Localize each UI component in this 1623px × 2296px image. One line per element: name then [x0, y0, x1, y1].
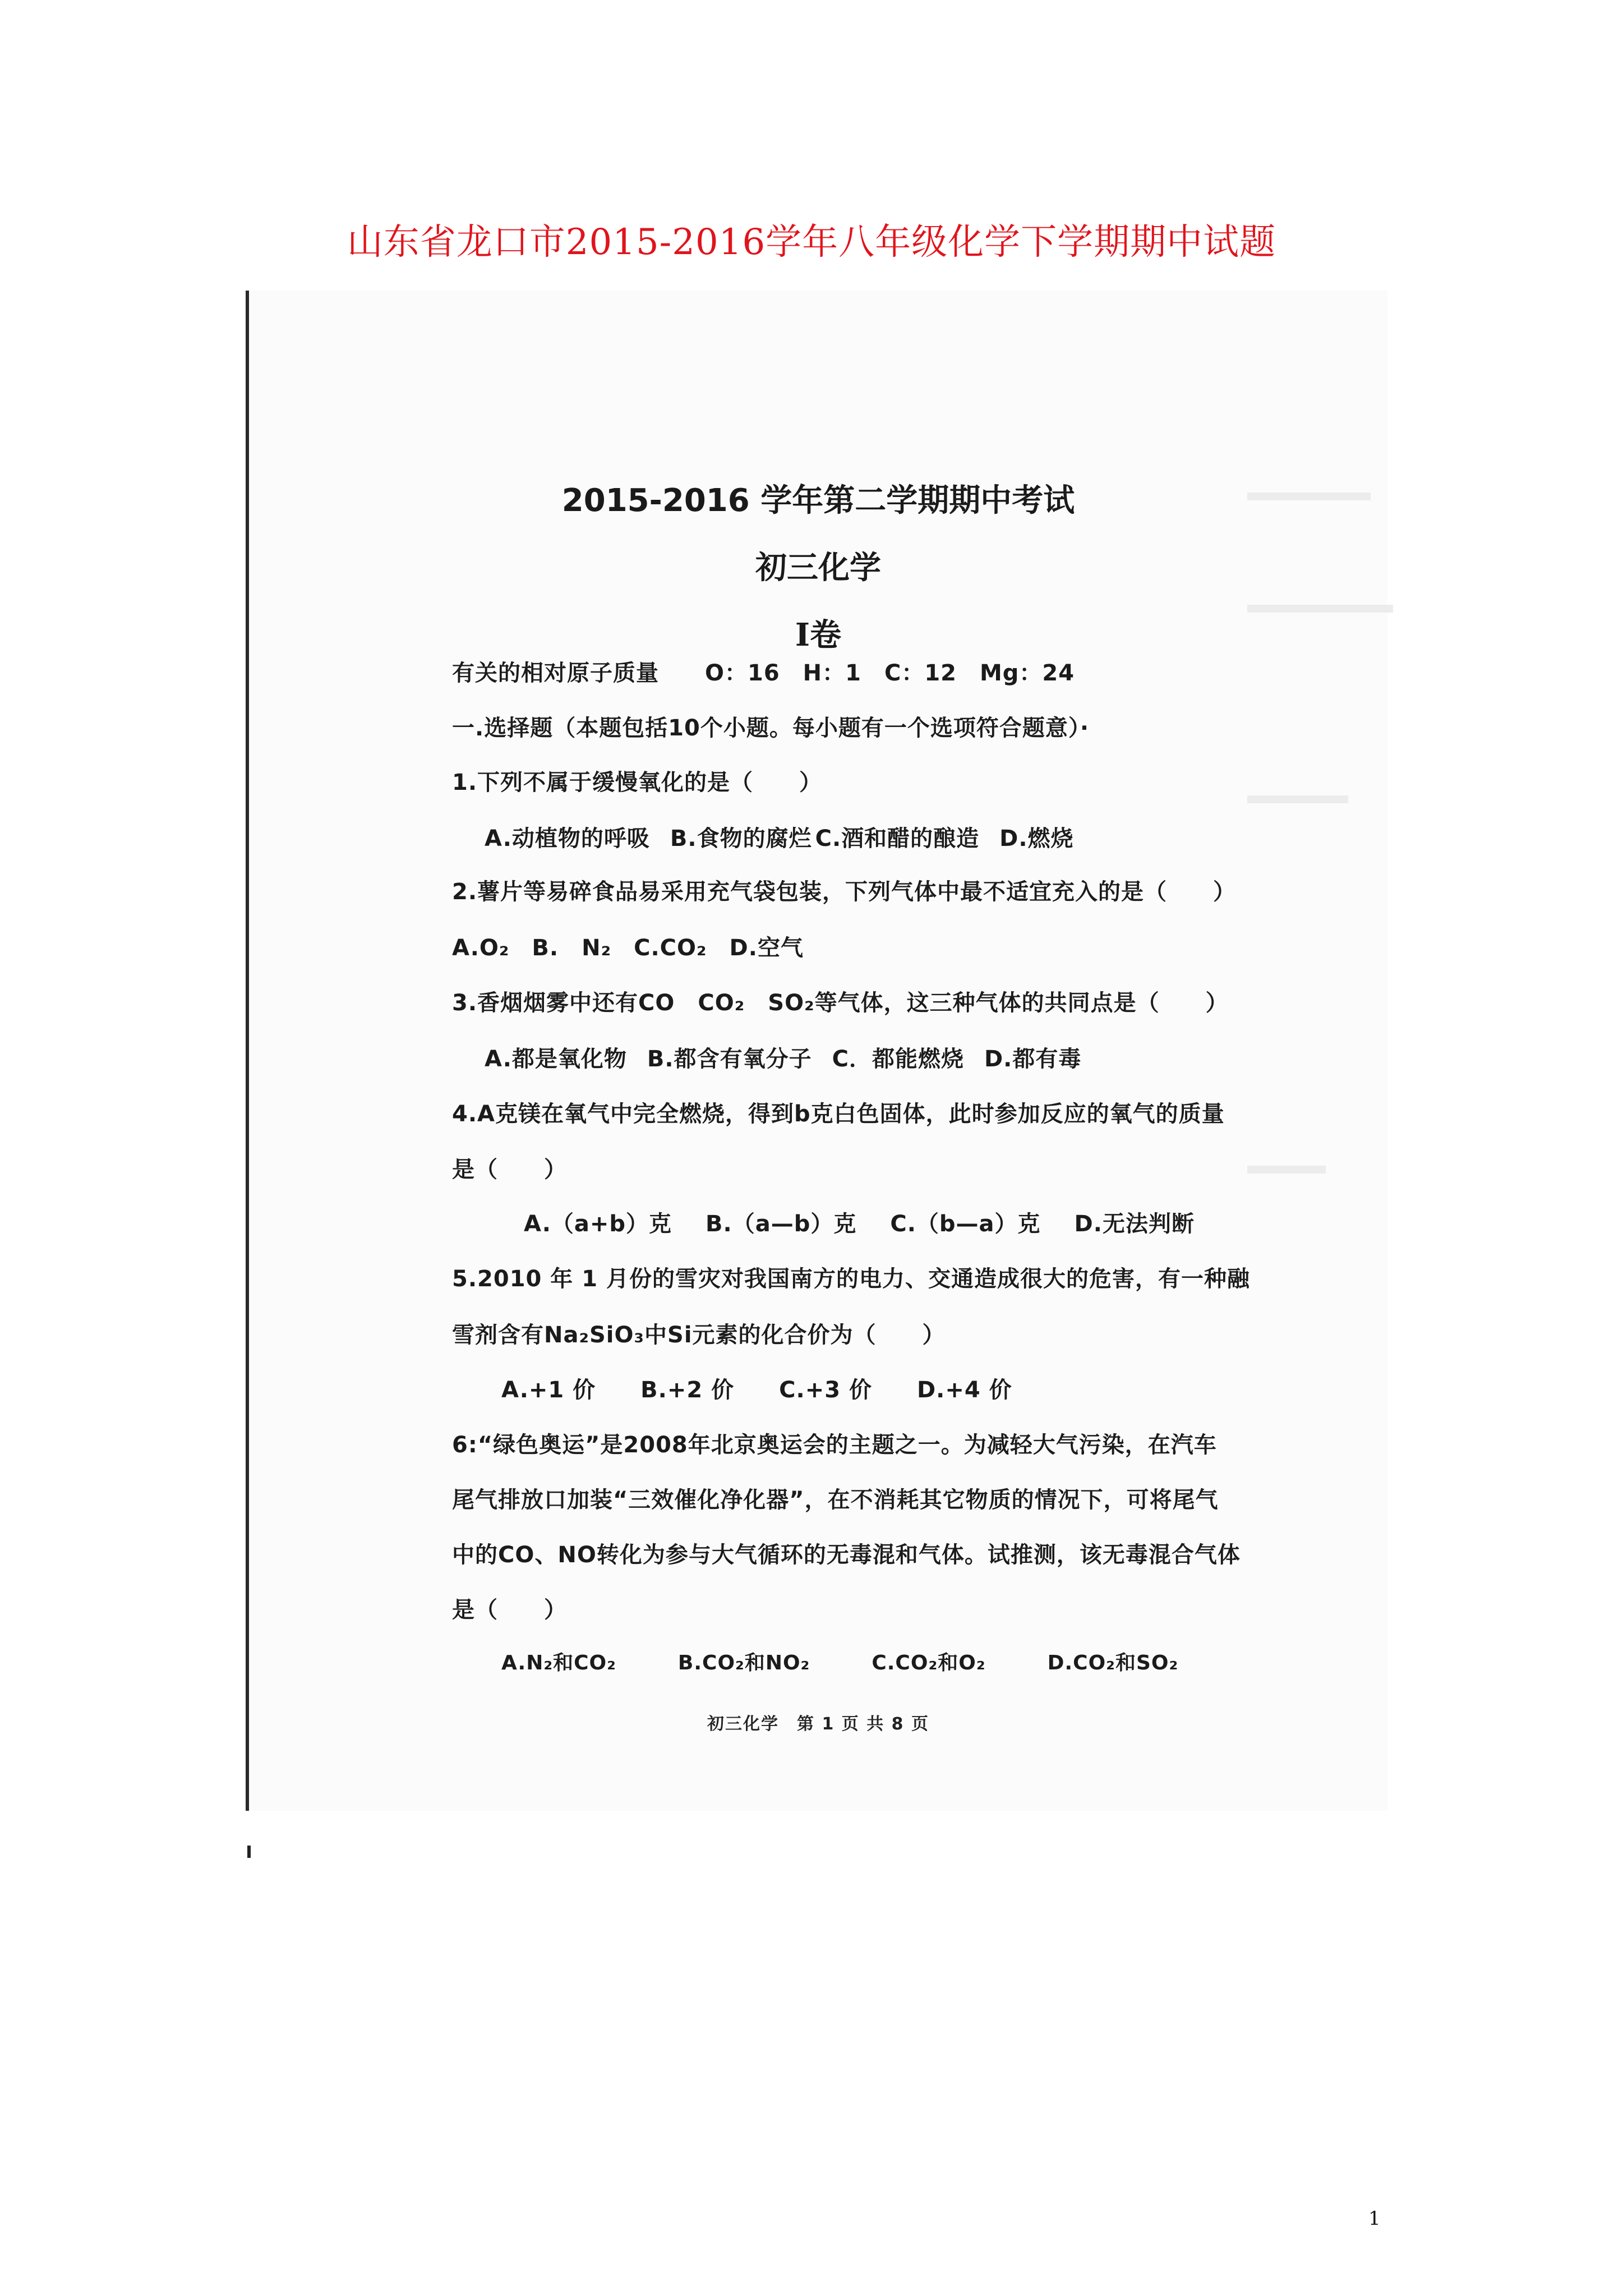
option-d: D.CO₂和SO₂: [1047, 1651, 1179, 1674]
question-2-stem: 2.薯片等易碎食品易采用充气袋包装，下列气体中最不适宜充入的是（ ）: [452, 879, 1237, 905]
option-d: D.空气: [729, 935, 804, 961]
option-b: B.+2 价: [640, 1377, 735, 1403]
question-5-stem-cont: 雪剂含有Na₂SiO₃中Si元素的化合价为（ ）: [452, 1322, 946, 1348]
exam-page-footer: 初三化学 第 1 页 共 8 页: [707, 1714, 929, 1734]
exam-title: 2015-2016 学年第二学期期中考试: [561, 482, 1075, 519]
scanned-exam-page: [246, 291, 1387, 1811]
option-c: C.+3 价: [779, 1377, 872, 1403]
option-a: A.N₂和CO₂: [501, 1651, 616, 1674]
section-heading: 一.选择题（本题包括10个小题。每小题有一个选项符合题意）·: [452, 715, 1090, 741]
question-6-stem-cont: 是（ ）: [452, 1597, 567, 1623]
question-4-stem-cont: 是（ ）: [452, 1157, 567, 1182]
question-6-stem: 6:“绿色奥运”是2008年北京奥运会的主题之一。为减轻大气污染，在汽车: [452, 1432, 1217, 1458]
option-a: A.（a+b）克: [524, 1211, 672, 1237]
option-b: B.食物的腐烂: [670, 826, 812, 852]
scan-edge-mark: [247, 1846, 251, 1858]
option-c: C.CO₂: [634, 935, 707, 961]
option-a: A.都是氧化物: [485, 1046, 627, 1072]
exam-subject: 初三化学: [755, 550, 881, 586]
option-a: A.+1 价: [501, 1377, 596, 1403]
question-5-options: [501, 1372, 1012, 1404]
atomic-masses: 有关的相对原子质量 O：16 H：1 C：12 Mg：24: [452, 660, 1075, 686]
option-c: C．都能燃烧: [832, 1046, 964, 1072]
question-6-options: [501, 1647, 1178, 1676]
option-d: D.无法判断: [1074, 1211, 1195, 1237]
option-d: D.燃烧: [999, 826, 1074, 852]
bleed-through-text: [1247, 1166, 1326, 1174]
option-d: D.+4 价: [916, 1377, 1012, 1403]
exam-volume: Ⅰ卷: [795, 616, 842, 654]
option-c: C.CO₂和O₂: [872, 1651, 986, 1674]
option-c: C.酒和醋的酿造: [815, 826, 980, 852]
option-c: C.（b—a）克: [890, 1211, 1041, 1237]
option-a: A.动植物的呼吸: [485, 826, 650, 852]
option-d: D.都有毒: [984, 1046, 1082, 1072]
option-b: B.都含有氧分子: [647, 1046, 812, 1072]
question-3-options: [485, 1041, 1081, 1073]
question-4-options: [524, 1206, 1195, 1238]
option-b: B.（a—b）克: [706, 1211, 857, 1237]
option-b: B.CO₂和NO₂: [677, 1651, 810, 1674]
question-3-stem: 3.香烟烟雾中还有CO CO₂ SO₂等气体，这三种气体的共同点是（ ）: [452, 990, 1229, 1016]
question-2-options: [452, 930, 804, 962]
option-b: B. N₂: [532, 935, 612, 961]
question-6-stem-cont: 中的CO、NO转化为参与大气循环的无毒混和气体。试推测，该无毒混合气体: [452, 1542, 1241, 1568]
question-1-stem: 1.下列不属于缓慢氧化的是（ ）: [452, 770, 823, 795]
page-number: 1: [1368, 2207, 1381, 2230]
question-1-options: [485, 821, 1074, 853]
question-5-stem: 5.2010 年 1 月份的雪灾对我国南方的电力、交通造成很大的危害，有一种融: [452, 1266, 1250, 1292]
bleed-through-text: [1247, 795, 1348, 803]
question-6-stem-cont: 尾气排放口加装“三效催化净化器”，在不消耗其它物质的情况下，可将尾气: [452, 1487, 1219, 1513]
question-4-stem: 4.A克镁在氧气中完全燃烧，得到b克白色固体，此时参加反应的氧气的质量: [452, 1101, 1225, 1127]
document-title: 山东省龙口市2015-2016学年八年级化学下学期期中试题: [347, 222, 1276, 263]
option-a: A.O₂: [452, 935, 510, 961]
